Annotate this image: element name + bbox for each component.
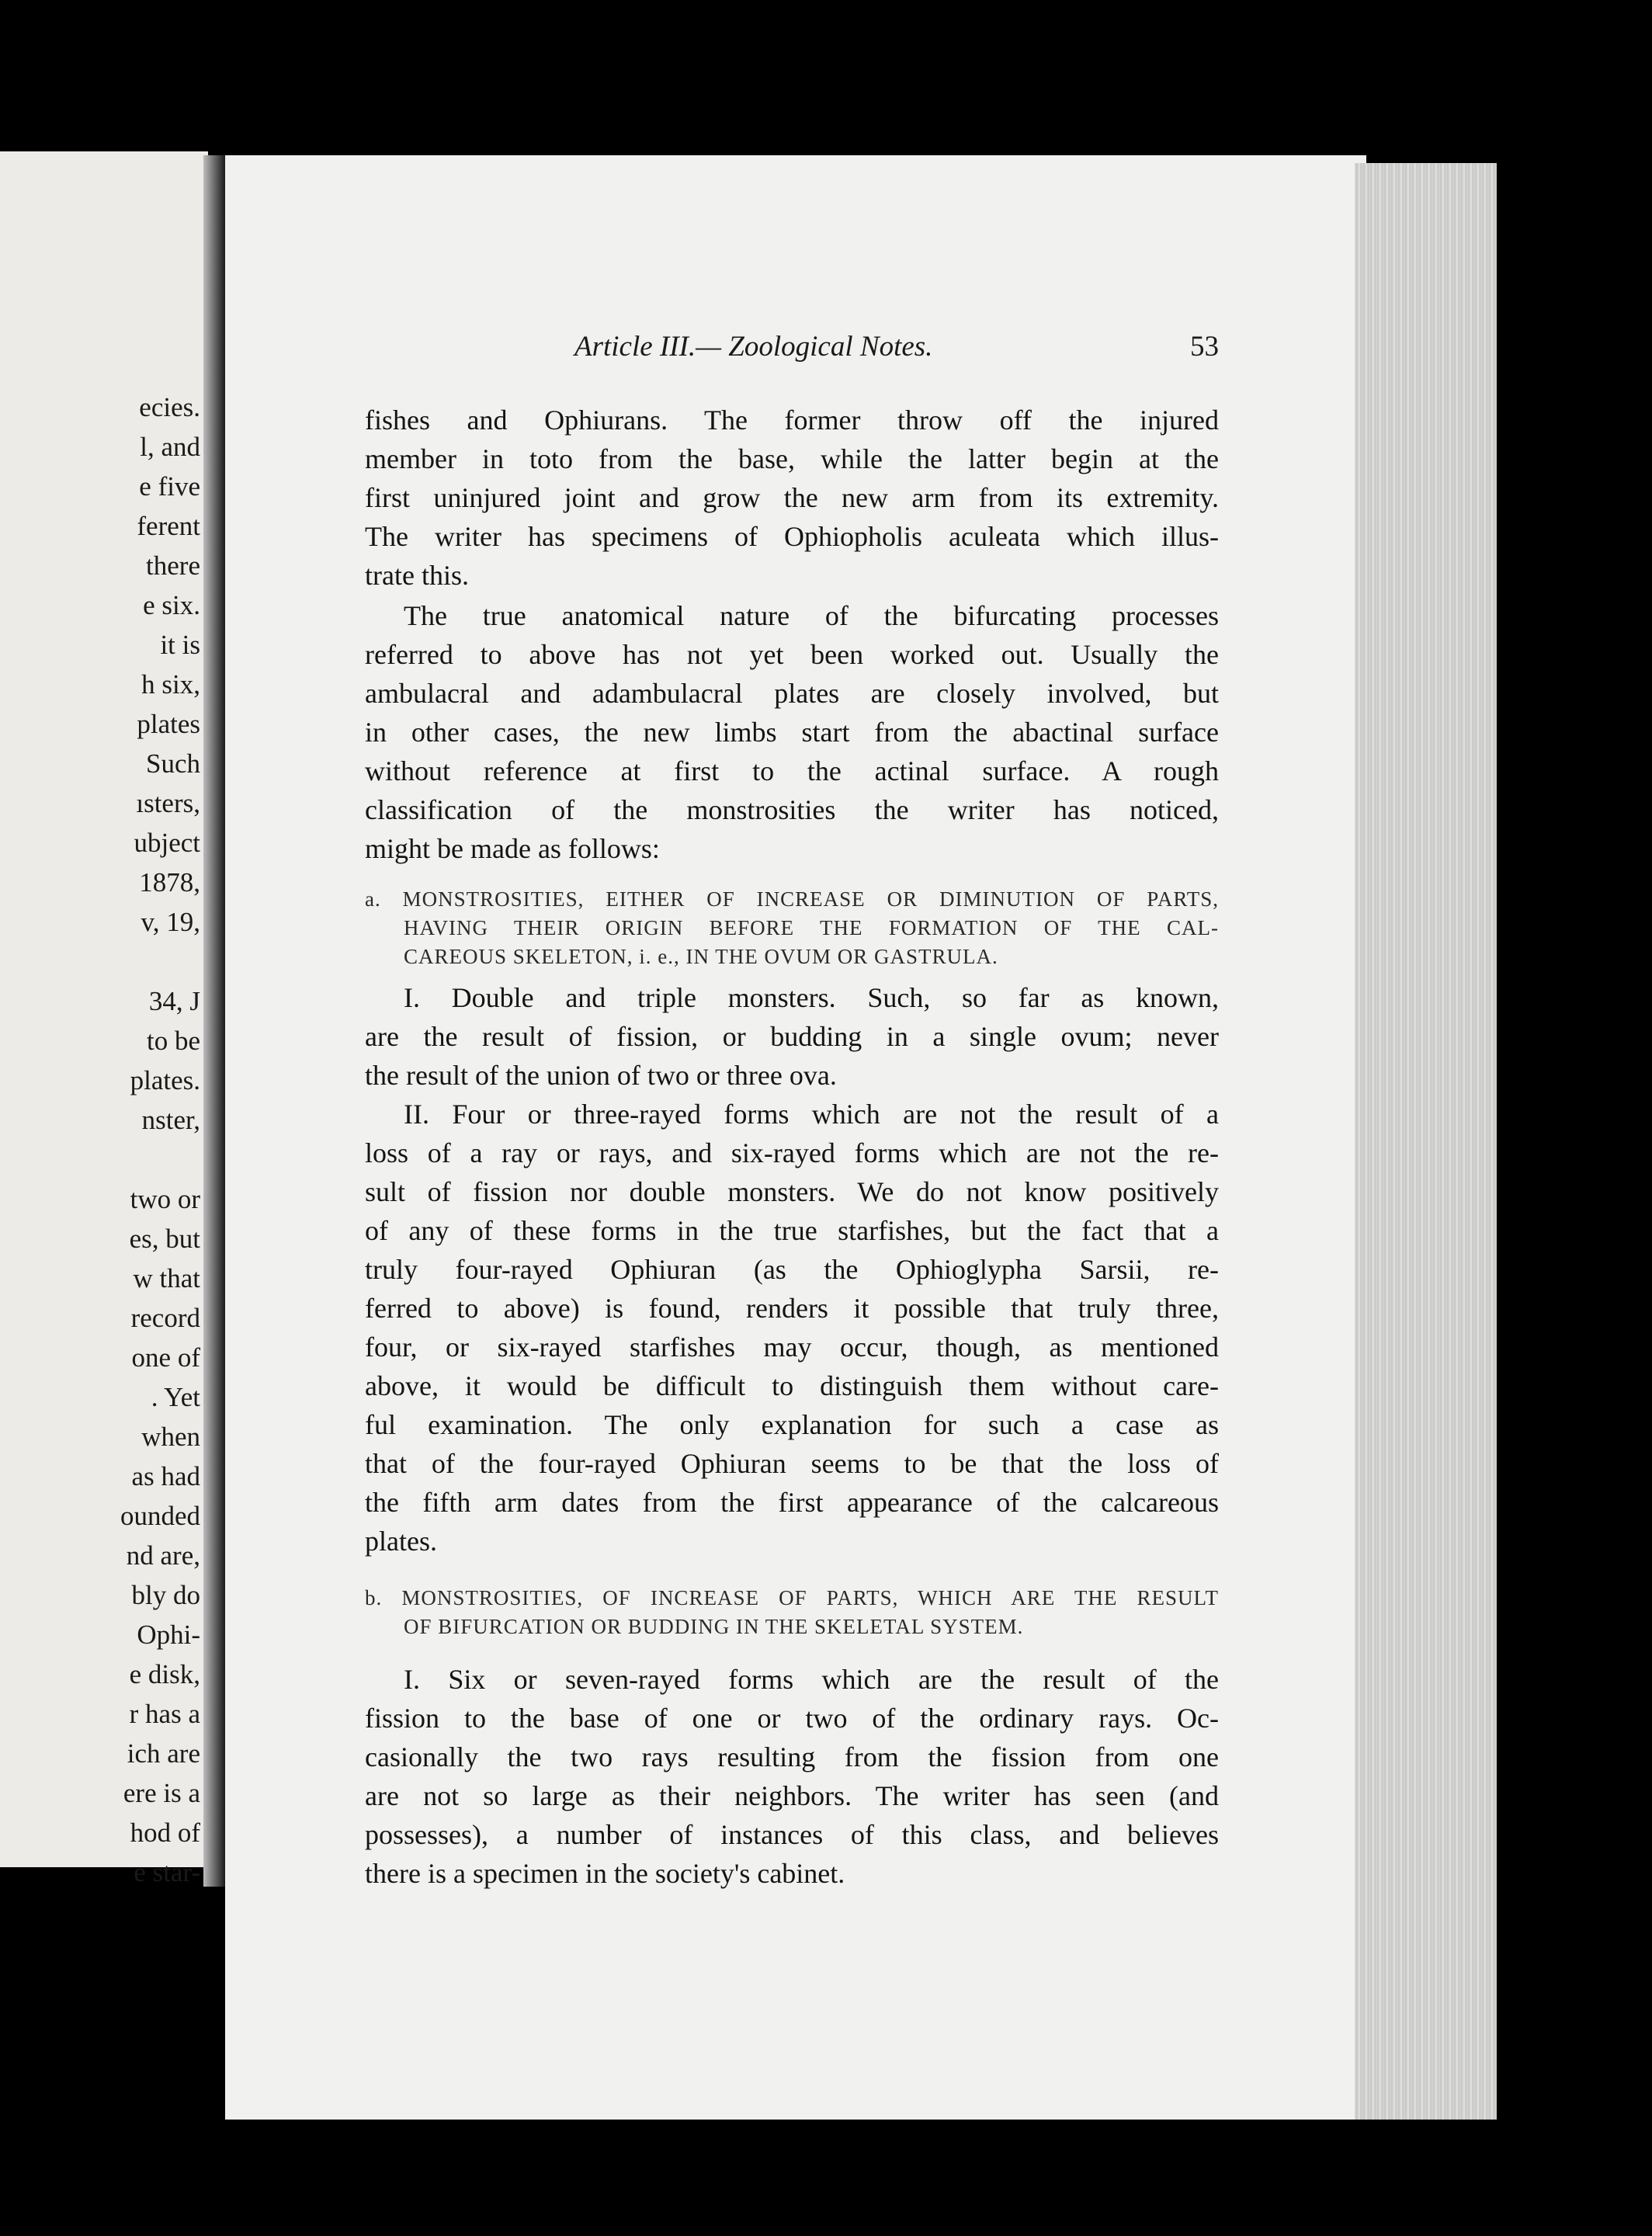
text-line: in other cases, the new limbs start from the abactinal surface [365,717,1219,748]
left-page-line: v, 19, [141,907,200,937]
left-page-line: as had [131,1461,200,1491]
text-line: trate this. [365,560,469,591]
text-line: OF BIFURCATION OR BUDDING IN THE SKELETAL SYSTEM. [404,1615,1024,1638]
text-line: member in toto from the base, while the latter begin at the [365,443,1219,474]
left-page-line: ferent [137,511,200,541]
text-line: b. MONSTROSITIES, OF INCREASE OF PARTS, WHICH ARE THE RESULT [365,1586,1219,1609]
left-page-line: nster, [141,1105,200,1135]
text-line: of any of these forms in the true starfishes, but the fact that a [365,1215,1219,1246]
left-page-line: ounded [120,1501,200,1531]
page-edges [1355,163,1497,2120]
text-line: possesses), a number of instances of this class, and believes [365,1819,1219,1850]
text-line: fishes and Ophiurans. The former throw off the injured [365,404,1219,436]
left-page-line: ubject [134,828,200,858]
left-page-line: it is [160,630,200,660]
left-page-line: e five [139,471,200,502]
left-page-line: 34, J [148,986,200,1016]
text-line: first uninjured joint and grow the new arm from its extremity. [365,482,1219,513]
left-page-line: bly do [131,1580,200,1610]
text-line: HAVING THEIR ORIGIN BEFORE THE FORMATION OF THE CAL- [404,916,1219,939]
left-page-line: ere is a [123,1778,200,1808]
text-line: a. MONSTROSITIES, EITHER OF INCREASE OR DIMINUTION OF PARTS, [365,887,1219,911]
left-page-line: plates. [130,1065,200,1095]
left-page [0,151,208,1887]
left-page-line: e star- [134,1857,200,1887]
text-line: The writer has specimens of Ophiopholis aculeata which illus- [365,521,1219,552]
text-line: there is a specimen in the society's cabinet. [365,1858,845,1889]
text-line: the fifth arm dates from the first appearance of the calcareous [365,1487,1219,1518]
left-page-line: h six, [141,669,200,700]
text-line: four, or six-rayed starfishes may occur, though, as mentioned [365,1332,1219,1363]
left-page-line: r has a [129,1699,200,1729]
left-page-line: ich are [127,1738,200,1769]
text-line: might be made as follows: [365,833,660,864]
left-page-line: two or [130,1184,200,1214]
running-title: Article III.— Zoological Notes. [574,331,933,363]
text-line: truly four-rayed Ophiuran (as the Ophioglypha Sarsii, re- [365,1254,1219,1285]
text-line: II. Four or three-rayed forms which are not the result of a [404,1099,1219,1130]
text-line: ambulacral and adambulacral plates are closely involved, but [365,678,1219,709]
left-page-line: ısters, [136,788,200,818]
left-page-line: Ophi- [137,1620,200,1650]
left-page-line: l, and [140,432,200,462]
text-line: casionally the two rays resulting from the fission from one [365,1741,1219,1772]
text-line: CAREOUS SKELETON, i. e., IN THE OVUM OR GASTRULA. [404,945,998,968]
text-line: I. Six or seven-rayed forms which are the result of the [404,1664,1219,1695]
running-head [574,330,1219,369]
left-page-line: es, but [129,1224,200,1254]
page-number: 53 [1190,331,1219,363]
text-line: ferred to above) is found, renders it possible that truly three, [365,1293,1219,1324]
text-line: above, it would be difficult to distinguish them without care- [365,1370,1219,1401]
left-page-line: e six. [143,590,200,620]
left-page-line: nd are, [126,1540,200,1571]
text-line: fission to the base of one or two of the ordinary rays. Oc- [365,1703,1219,1734]
left-page-line: one of [131,1342,200,1373]
left-page-line: e disk, [129,1659,200,1689]
text-line: ful examination. The only explanation for such a case as [365,1409,1219,1440]
text-line: plates. [365,1526,437,1557]
text-line: sult of fission nor double monsters. We do not know positively [365,1176,1219,1207]
left-page-line: . Yet [151,1382,200,1412]
text-line: are not so large as their neighbors. The writer has seen (and [365,1780,1219,1811]
text-line: are the result of fission, or budding in a single ovum; never [365,1021,1219,1052]
left-page-line: record [130,1303,200,1333]
left-page-line: when [141,1422,200,1452]
text-line: the result of the union of two or three ova. [365,1060,837,1091]
text-line: The true anatomical nature of the bifurcating processes [404,600,1219,631]
text-line: classification of the monstrosities the writer has noticed, [365,794,1219,825]
text-line: without reference at first to the actinal surface. A rough [365,755,1219,786]
left-page-line: ecies. [139,392,200,422]
left-page-line: there [146,550,200,581]
text-line: I. Double and triple monsters. Such, so far as known, [404,982,1219,1013]
book-gutter [203,155,225,1887]
left-page-line: plates [137,709,200,739]
left-page-line: hod of [130,1818,200,1848]
text-line: that of the four-rayed Ophiuran seems to be that the loss of [365,1448,1219,1479]
left-page-line: Such [146,748,200,779]
left-page-line: to be [146,1026,200,1056]
left-page-line: w that [133,1263,200,1293]
text-line: loss of a ray or rays, and six-rayed forms which are not the re- [365,1137,1219,1168]
text-line: referred to above has not yet been worked out. Usually the [365,639,1219,670]
left-page-line: 1878, [139,867,200,898]
